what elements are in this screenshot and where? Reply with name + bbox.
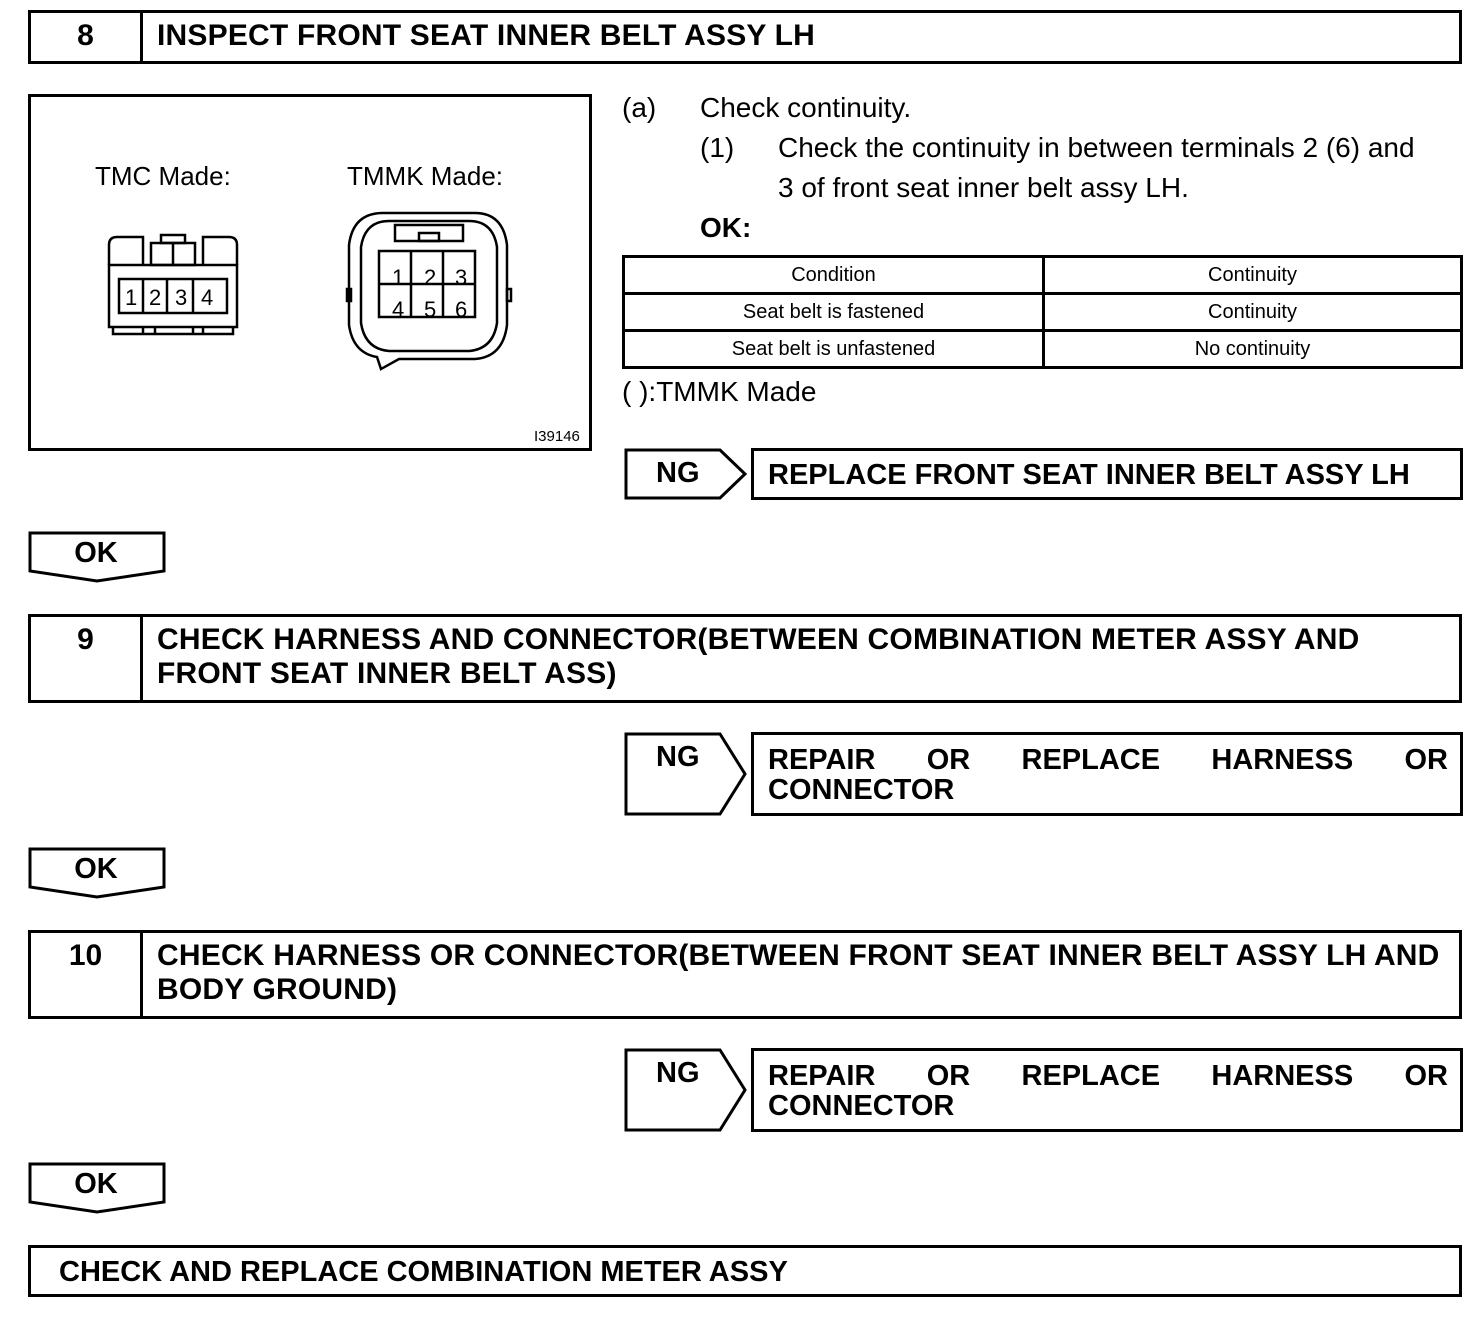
tmmk-pin: 4 [392,297,405,322]
ng-label: NG [656,457,700,489]
step-title: INSPECT FRONT SEAT INNER BELT ASSY LH [157,19,815,52]
tmmk-pin: 3 [455,265,468,290]
table-cell: No continuity [1044,331,1462,368]
ng-result-box [751,1048,1463,1132]
final-action-text: CHECK AND REPLACE COMBINATION METER ASSY [59,1256,788,1288]
ok-criteria-heading: OK: [700,212,752,243]
table-row [624,331,1462,368]
step-number: 8 [31,13,143,61]
step-text-a: Check continuity. [700,92,912,123]
connector-figure [28,94,592,451]
ok-label-text: OK [74,1168,118,1200]
ng-arrow-tag [624,448,748,500]
step-number: 10 [31,933,143,1016]
ok-label-text: OK [74,537,118,569]
substep-line-2: 3 of front seat inner belt assy LH. [778,172,1189,203]
step-9-header [28,614,1462,703]
tmc-connector-icon [103,231,243,341]
ng-arrow-tag [624,1048,748,1132]
table-cell: Seat belt is fastened [624,294,1044,331]
tmc-pin: 1 [125,285,138,310]
continuity-table [622,255,1463,369]
tmmk-pin: 2 [424,265,437,290]
table-header: Continuity [1044,257,1462,294]
tmmk-label: TMMK Made: [347,161,504,191]
step-title: CHECK HARNESS AND CONNECTOR(BETWEEN COMBINATION METER ASSY AND FRONT SEAT INNER BELT ASS) [157,623,1360,690]
ng-label: NG [656,1057,700,1089]
table-header: Condition [624,257,1044,294]
ng-result-box [751,448,1463,500]
step-10-header [28,930,1462,1019]
tmc-pin: 4 [201,285,214,310]
step-number: 9 [31,617,143,700]
tmc-label: TMC Made: [95,161,231,191]
step-8-header [28,10,1462,64]
table-cell: Continuity [1044,294,1462,331]
tmmk-pin: 6 [455,297,468,322]
ng-result-text: REPLACE FRONT SEAT INNER BELT ASSY LH [768,459,1410,491]
tmc-pin: 2 [149,285,162,310]
step-marker-a: (a) [622,92,657,123]
ok-label [28,847,166,899]
ng-result-line: REPAIR OR REPLACE HARNESS OR [768,744,1448,776]
step-title: CHECK HARNESS OR CONNECTOR(BETWEEN FRONT SEAT INNER BELT ASSY LH AND BODY GROUND) [157,939,1440,1006]
ok-label [28,531,166,583]
tmmk-note: ( ):TMMK Made [622,376,817,407]
ng-arrow-tag [624,732,748,816]
tmmk-pin: 5 [424,297,437,322]
tmmk-pin: 1 [392,265,405,290]
substep-line-1: Check the continuity in between terminals 2 (6) and [778,132,1415,163]
figure-code: I39146 [534,428,580,445]
ok-label [28,1162,166,1214]
ok-label-text: OK [74,853,118,885]
tmc-pin: 3 [175,285,188,310]
ng-result-line: CONNECTOR [768,774,955,806]
table-cell: Seat belt is unfastened [624,331,1044,368]
final-action-box [28,1245,1462,1297]
ng-result-box [751,732,1463,816]
ng-result-line: REPAIR OR REPLACE HARNESS OR [768,1060,1448,1092]
substep-marker: (1) [700,132,735,163]
table-header-row [624,257,1462,294]
table-row [624,294,1462,331]
ng-label: NG [656,741,700,773]
ng-result-line: CONNECTOR [768,1090,955,1122]
